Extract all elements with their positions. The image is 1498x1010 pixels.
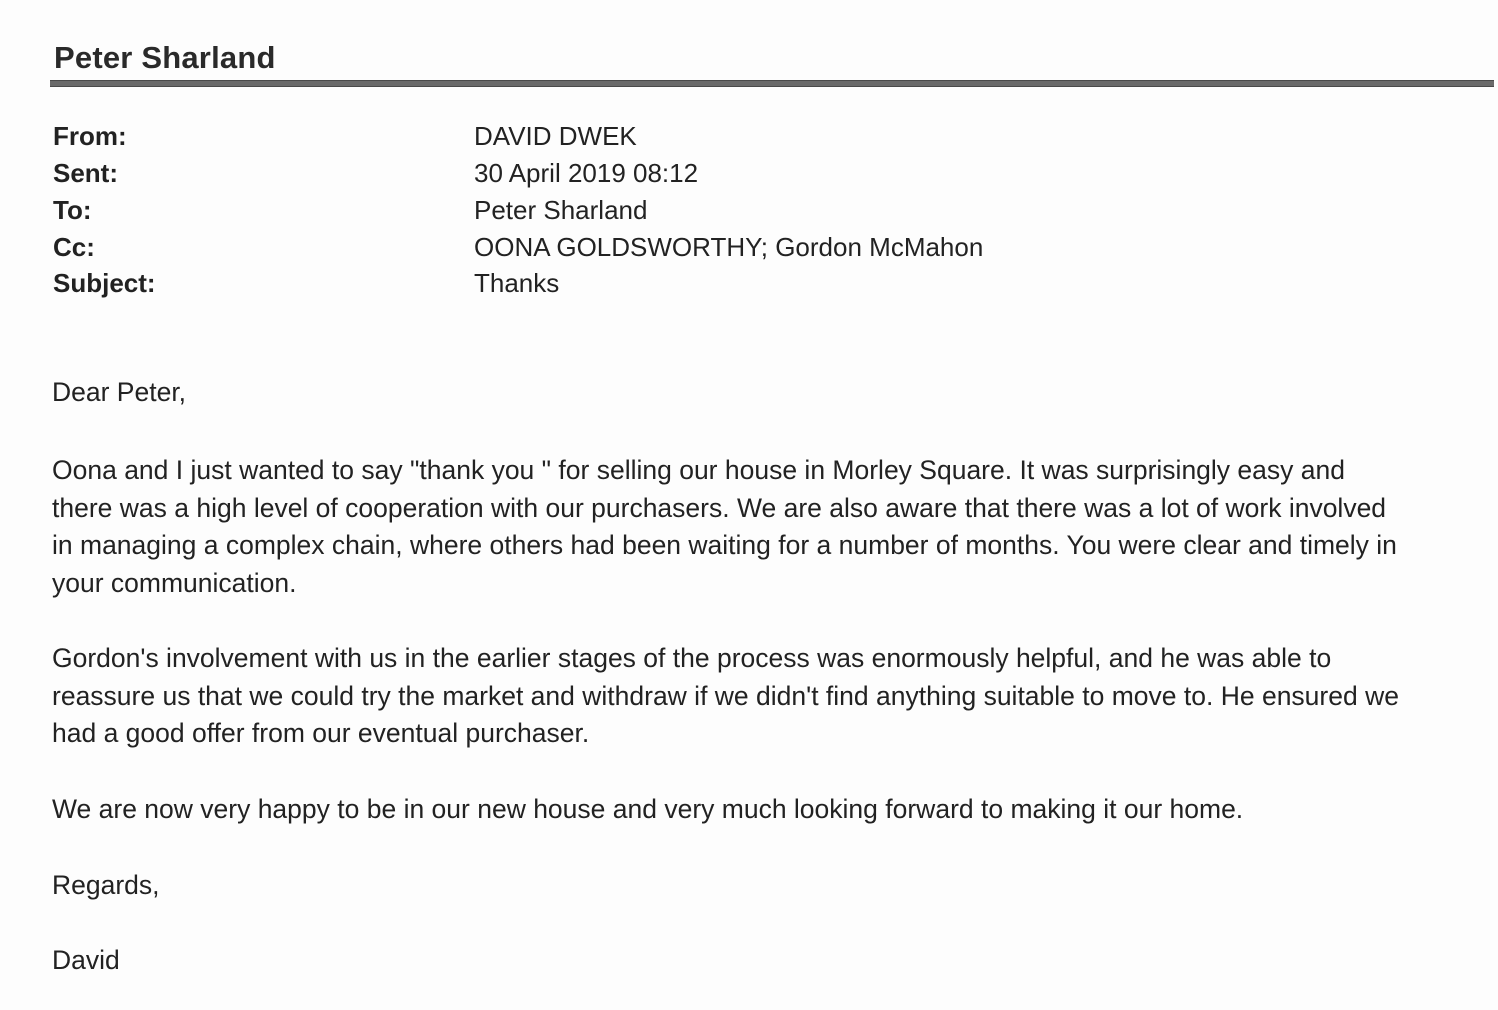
signature: David xyxy=(52,945,120,975)
sent-value: 30 April 2019 08:12 xyxy=(474,158,699,188)
sent-row xyxy=(0,155,1498,191)
from-row xyxy=(0,118,1498,154)
paragraph-line: in managing a complex chain, where others had been waiting for a number of months. You were clear and timely in xyxy=(52,530,1397,560)
paragraph-2 xyxy=(52,640,1492,753)
paragraph-3: We are now very happy to be in our new house and very much looking forward to making it our home. xyxy=(52,794,1244,824)
sent-label: Sent: xyxy=(53,158,118,188)
from-value: DAVID DWEK xyxy=(474,121,637,151)
cc-value: OONA GOLDSWORTHY; Gordon McMahon xyxy=(474,232,984,262)
paragraph-line: Oona and I just wanted to say "thank you " for selling our house in Morley Square. It was surprisingly easy and xyxy=(52,455,1345,485)
greeting: Dear Peter, xyxy=(52,377,187,407)
header-divider xyxy=(50,80,1494,87)
paragraph-line: your communication. xyxy=(52,567,297,598)
subject-label: Subject: xyxy=(53,268,156,298)
cc-label: Cc: xyxy=(53,232,95,262)
paragraph-line: had a good offer from our eventual purchaser. xyxy=(52,718,590,748)
from-label: From: xyxy=(53,121,127,151)
subject-row xyxy=(0,265,1498,301)
to-row xyxy=(0,192,1498,228)
mailbox-owner-name: Peter Sharland xyxy=(54,40,276,75)
cc-row xyxy=(0,229,1498,265)
paragraph-line: reassure us that we could try the market and withdraw if we didn't find anything suitable to move to. He ensured we xyxy=(52,680,1399,711)
to-label: To: xyxy=(53,195,92,225)
paragraph-1 xyxy=(52,452,1492,602)
subject-value: Thanks xyxy=(474,268,560,298)
to-value: Peter Sharland xyxy=(474,195,648,225)
paragraph-line: there was a high level of cooperation with our purchasers. We are also aware that there was a lot of work involved xyxy=(52,492,1387,523)
closing: Regards, xyxy=(52,870,160,900)
paragraph-line: Gordon's involvement with us in the earlier stages of the process was enormously helpful, and he was able to xyxy=(52,643,1332,673)
